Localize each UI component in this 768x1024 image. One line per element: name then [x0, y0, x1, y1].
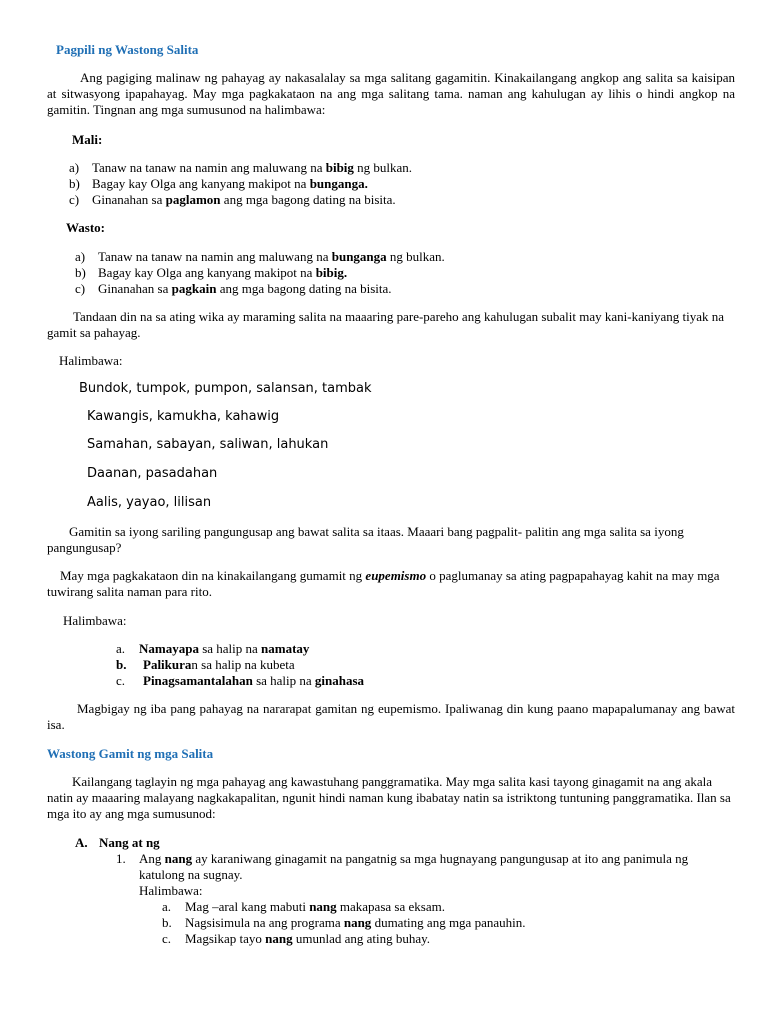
section-heading-pagpili: Pagpili ng Wastong Salita: [56, 42, 199, 57]
section-heading-wastong-gamit: Wastong Gamit ng mga Salita: [47, 746, 214, 761]
rule-number: 1.: [116, 851, 126, 866]
halimbawa-label: Halimbawa:: [59, 353, 123, 368]
wasto-label: Wasto:: [66, 220, 105, 235]
euphemism-item-c: c. Pinagsamantalahan sa halip na ginahasa: [116, 673, 365, 688]
tandaan-paragraph: Tandaan din na sa ating wika ay maraming salita na maaaring pare-pareho ang kahulugan subalit may kani-kaniyang tiyak na gamit sa pahayag.: [47, 309, 725, 340]
list-label: c.: [162, 931, 172, 946]
list-label: a): [75, 249, 86, 264]
example-item-a: a. Mag –aral kang mabuti nang makapasa sa eksam.: [162, 899, 445, 914]
bold-word: pagkain: [171, 281, 217, 296]
bold-word: bunganga.: [309, 176, 368, 191]
mali-item-b: b) Bagay kay Olga ang kanyang makipot na bunganga.: [69, 176, 368, 191]
list-label: b.: [162, 915, 172, 930]
eupemismo-paragraph: May mga pagkakataon din na kinakailangang gumamit ng eupemismo o paglumanay sa ating pagpapahayag kahit na may mga tuwirang salita naman para rito.: [47, 568, 720, 599]
item-a-heading: A. Nang at ng: [75, 835, 160, 850]
synonym-line: Aalis, yayao, lilisan: [87, 495, 212, 510]
mali-label: Mali:: [72, 132, 103, 147]
section2-intro-paragraph: Kailangang taglayin ng mga pahayag ang kawastuhang panggramatika. May mga salita kasi tayong ginagamit na ang akala natin ay maaaring malayang nagkakapalitan, ngunit hindi naman kung ibabatay natin sa istriktong tuntuning panggramatika. Ilan sa mga ito ay ang mga sumusunod:: [47, 774, 731, 821]
list-label: c): [69, 192, 80, 207]
list-label: c.: [116, 673, 126, 688]
bold-word: bibig: [325, 160, 354, 175]
synonym-line: Kawangis, kamukha, kahawig: [87, 409, 280, 424]
list-label: b): [69, 176, 80, 191]
euphemism-item-a: a. Namayapa sa halip na namatay: [116, 641, 310, 656]
example-item-b: b. Nagsisimula na ang programa nang dumating ang mga panauhin.: [162, 915, 526, 930]
magbigay-paragraph: Magbigay ng iba pang pahayag na nararapat gamitan ng eupemismo. Ipaliwanag din kung paano mapapalumanay ang bawat isa.: [47, 701, 735, 732]
list-label: a.: [116, 641, 126, 656]
bold-word: paglamon: [165, 192, 221, 207]
synonym-line: Daanan, pasadahan: [87, 466, 218, 481]
gamitin-paragraph: Gamitin sa iyong sariling pangungusap ang bawat salita sa itaas. Maaari bang pagpalit- palitin ang mga salita sa iyong pangungusap?: [47, 524, 684, 555]
list-label: b.: [116, 657, 127, 672]
eupemismo-term: eupemismo: [365, 568, 427, 583]
bold-word: bunganga: [331, 249, 387, 264]
wasto-item-b: b) Bagay kay Olga ang kanyang makipot na bibig.: [75, 265, 348, 280]
halimbawa-label: Halimbawa:: [139, 883, 203, 898]
list-label: c): [75, 281, 86, 296]
wasto-item-a: a) Tanaw na tanaw na namin ang maluwang na bunganga ng bulkan.: [75, 249, 445, 264]
bold-word: bibig.: [315, 265, 348, 280]
synonym-line: Samahan, sabayan, saliwan, lahukan: [87, 437, 329, 452]
mali-item-a: a) Tanaw na tanaw na namin ang maluwang na bibig ng bulkan.: [69, 160, 413, 175]
list-label: a.: [162, 899, 172, 914]
mali-item-c: c) Ginanahan sa paglamon ang mga bagong dating na bisita.: [69, 192, 396, 207]
rule-1-text: Ang nang ay karaniwang ginagamit na pangatnig sa mga hugnayang pangungusap at ito ang panimula ng katulong na sugnay.: [139, 851, 689, 882]
list-label: b): [75, 265, 86, 280]
halimbawa-label: Halimbawa:: [63, 613, 127, 628]
synonym-line: Bundok, tumpok, pumpon, salansan, tambak: [79, 381, 372, 396]
list-label: a): [69, 160, 80, 175]
example-item-c: c. Magsikap tayo nang umunlad ang ating buhay.: [162, 931, 431, 946]
wasto-item-c: c) Ginanahan sa pagkain ang mga bagong dating na bisita.: [75, 281, 392, 296]
intro-paragraph: Ang pagiging malinaw ng pahayag ay nakasalalay sa mga salitang gagamitin. Kinakailangang angkop ang salita sa kaisipan at sitwasyong ipapahayag. May mga pagkakataon na ang mga salitang tama. naman ang kahulugan ay lihis o hindi angkop na gamitin. Tingnan ang mga sumusunod na halimbawa:: [47, 70, 735, 117]
euphemism-item-b: b. Palikuran sa halip na kubeta: [116, 657, 295, 672]
